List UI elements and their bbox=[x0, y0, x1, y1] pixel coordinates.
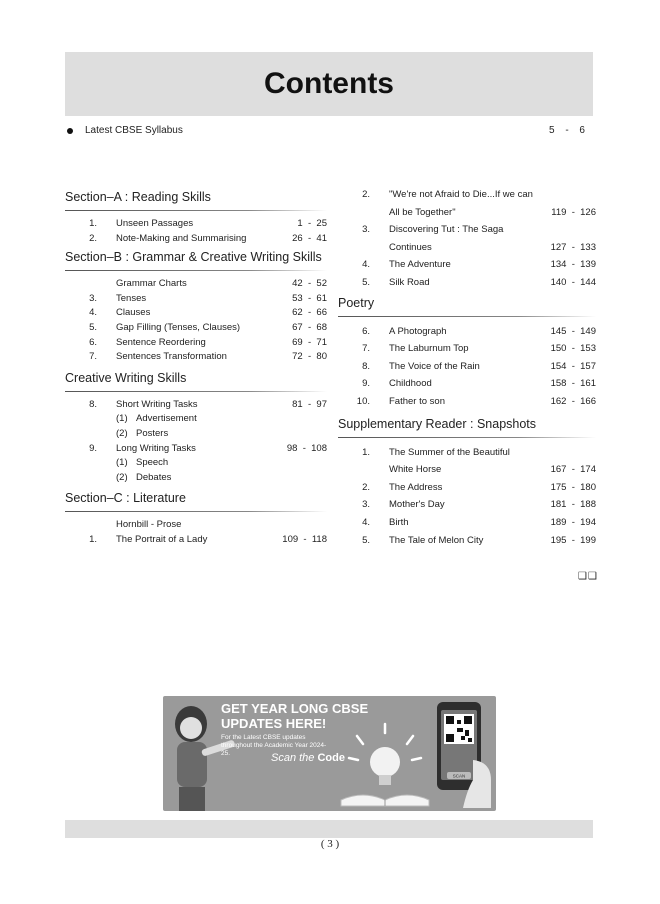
toc-entry[interactable] bbox=[338, 358, 596, 376]
toc-entry-pages: 109 - 118 bbox=[282, 533, 327, 545]
toc-entry[interactable] bbox=[65, 398, 327, 413]
banner-title-line1: GET YEAR LONG CBSE bbox=[221, 701, 369, 716]
toc-entry[interactable] bbox=[65, 292, 327, 307]
supplementary-title: Supplementary Reader : Snapshots bbox=[338, 416, 537, 431]
toc-entry[interactable] bbox=[338, 204, 596, 222]
toc-entry-pages: 127 - 133 bbox=[550, 241, 596, 253]
toc-entry-title: Childhood bbox=[389, 378, 432, 390]
toc-entry-pages: 189 - 194 bbox=[550, 516, 596, 528]
toc-entry-number: 4. bbox=[362, 259, 370, 271]
toc-entry-pages: 162 - 166 bbox=[550, 395, 596, 407]
toc-entry-title: Unseen Passages bbox=[116, 218, 194, 229]
divider bbox=[338, 437, 596, 438]
toc-entry[interactable] bbox=[338, 221, 596, 239]
toc-entry-number: 8. bbox=[89, 398, 97, 410]
toc-entry[interactable] bbox=[338, 323, 596, 341]
toc-entry-pages: 195 - 199 bbox=[550, 534, 596, 546]
prose-list bbox=[338, 186, 596, 292]
toc-entry-title: Short Writing Tasks bbox=[116, 398, 198, 410]
contents-header bbox=[65, 52, 593, 116]
toc-entry-title bbox=[116, 412, 327, 427]
toc-entry-title: A Photograph bbox=[389, 325, 447, 337]
toc-entry-number: 7. bbox=[362, 343, 370, 355]
toc-entry[interactable] bbox=[65, 427, 327, 442]
toc-entry-number: 3. bbox=[362, 499, 370, 511]
toc-entry-pages: 98 - 108 bbox=[286, 442, 327, 454]
toc-entry-title: White Horse bbox=[389, 464, 442, 476]
toc-entry[interactable] bbox=[338, 532, 596, 550]
footer-bar bbox=[65, 820, 593, 838]
toc-entry-number: 6. bbox=[362, 325, 370, 337]
supplementary-list bbox=[338, 444, 596, 550]
toc-entry-title: Long Writing Tasks bbox=[116, 442, 196, 454]
toc-entry-title: Gap Filling (Tenses, Clauses) bbox=[116, 321, 241, 333]
toc-entry-pages: 67 - 68 bbox=[292, 321, 327, 333]
poetry-title: Poetry bbox=[338, 295, 375, 310]
syllabus-pages: 5 - 6 bbox=[548, 125, 585, 136]
toc-entry[interactable] bbox=[65, 217, 327, 232]
toc-entry-pages: 1 - 25 bbox=[297, 218, 327, 229]
section-b-title: Section–B : Grammar & Creative Writing Skills bbox=[65, 250, 322, 265]
toc-entry-number: 9. bbox=[89, 442, 97, 454]
toc-entry[interactable] bbox=[338, 393, 596, 411]
poetry-list bbox=[338, 323, 596, 411]
toc-entry[interactable] bbox=[338, 274, 596, 292]
toc-entry-title: Sentences Transformation bbox=[116, 351, 227, 363]
banner-title-line2: UPDATES HERE! bbox=[221, 716, 327, 731]
section-b-list bbox=[65, 277, 327, 365]
toc-sub-title: Posters bbox=[136, 427, 169, 439]
toc-entry-title: Silk Road bbox=[389, 276, 430, 288]
toc-entry[interactable] bbox=[338, 375, 596, 393]
toc-entry-pages: 26 - 41 bbox=[292, 232, 327, 244]
toc-entry-pages: 72 - 80 bbox=[292, 351, 327, 363]
toc-entry-number: 10. bbox=[356, 395, 370, 407]
toc-sub-title: Advertisement bbox=[136, 413, 197, 425]
divider bbox=[65, 511, 327, 512]
section-c-title: Section–C : Literature bbox=[65, 491, 186, 506]
toc-entry-number: 1. bbox=[89, 533, 97, 545]
phone-qr-icon bbox=[433, 700, 493, 808]
page-number: ( 3 ) bbox=[320, 838, 340, 850]
toc-entry-pages: 175 - 180 bbox=[550, 481, 596, 493]
toc-sub-number: (2) bbox=[116, 427, 128, 439]
toc-entry[interactable] bbox=[338, 514, 596, 532]
toc-entry[interactable] bbox=[338, 239, 596, 257]
scan-text: Scan the bbox=[271, 752, 315, 764]
left-column bbox=[65, 186, 327, 548]
toc-entry-title: The Laburnum Top bbox=[389, 343, 469, 355]
toc-entry-number: 3. bbox=[362, 224, 370, 236]
toc-entry-title: All be Together" bbox=[389, 206, 456, 218]
right-column bbox=[338, 186, 596, 549]
bullet-icon bbox=[67, 128, 73, 134]
toc-entry-title: Hornbill - Prose bbox=[116, 519, 182, 531]
section-a-list bbox=[65, 217, 327, 246]
toc-entry-number: 1. bbox=[89, 218, 97, 229]
toc-entry-number: 5. bbox=[89, 321, 97, 333]
toc-entry-title: The Tale of Melon City bbox=[389, 534, 484, 546]
page-title: Contents bbox=[264, 67, 394, 100]
toc-entry-title: Birth bbox=[389, 516, 409, 528]
toc-entry-number: 5. bbox=[362, 534, 370, 546]
banner-text: For the Latest CBSE updates throughout the Academic Year 2024-25. bbox=[221, 734, 327, 757]
toc-entry-title bbox=[116, 427, 327, 442]
toc-entry[interactable] bbox=[65, 471, 327, 486]
toc-entry-number: 7. bbox=[89, 351, 97, 363]
toc-entry-pages: 140 - 144 bbox=[550, 276, 596, 288]
code-text: Code bbox=[317, 752, 345, 764]
toc-entry-title: Tenses bbox=[116, 292, 147, 304]
section-c-list bbox=[65, 518, 327, 547]
toc-entry-pages: 81 - 97 bbox=[292, 398, 327, 410]
toc-entry[interactable] bbox=[65, 412, 327, 427]
toc-entry-title: Clauses bbox=[116, 307, 151, 319]
toc-entry-title: Note-Making and Summarising bbox=[116, 232, 247, 244]
toc-entry-number: 5. bbox=[362, 276, 370, 288]
toc-sub-title: Speech bbox=[136, 457, 169, 469]
end-mark: ❑❑ bbox=[578, 571, 598, 582]
toc-entry-pages: 62 - 66 bbox=[292, 307, 327, 319]
toc-entry-title bbox=[116, 456, 327, 471]
toc-entry[interactable] bbox=[65, 442, 327, 457]
toc-entry-pages: 145 - 149 bbox=[550, 325, 596, 337]
toc-entry[interactable] bbox=[65, 350, 327, 365]
toc-entry[interactable] bbox=[338, 256, 596, 274]
toc-entry-number: 9. bbox=[362, 378, 370, 390]
syllabus-label: Latest CBSE Syllabus bbox=[85, 125, 183, 136]
syllabus-entry[interactable] bbox=[65, 125, 585, 141]
toc-entry-title: The Address bbox=[389, 481, 443, 493]
divider bbox=[65, 270, 327, 271]
toc-entry-pages: 134 - 139 bbox=[550, 259, 596, 271]
toc-sub-number: (1) bbox=[116, 457, 128, 469]
toc-entry-pages: 53 - 61 bbox=[292, 292, 327, 304]
toc-entry-pages: 154 - 157 bbox=[550, 360, 596, 372]
divider bbox=[338, 316, 596, 317]
toc-entry-number: 3. bbox=[89, 292, 97, 304]
toc-sub-number: (2) bbox=[116, 471, 128, 483]
toc-entry-pages: 69 - 71 bbox=[292, 336, 327, 348]
toc-entry-number: 2. bbox=[362, 189, 370, 200]
toc-entry-number: 6. bbox=[89, 336, 97, 348]
toc-entry[interactable] bbox=[65, 321, 327, 336]
toc-entry-pages: 167 - 174 bbox=[550, 464, 596, 476]
cbse-updates-banner[interactable] bbox=[163, 696, 496, 811]
toc-entry-title: Father to son bbox=[389, 395, 445, 407]
toc-entry[interactable] bbox=[65, 336, 327, 351]
toc-entry-title bbox=[116, 471, 327, 486]
toc-entry-number: 1. bbox=[362, 446, 370, 458]
toc-entry-title: Discovering Tut : The Saga bbox=[389, 224, 504, 236]
toc-entry-title: The Adventure bbox=[389, 259, 451, 271]
toc-entry[interactable] bbox=[338, 340, 596, 358]
toc-entry[interactable] bbox=[338, 444, 596, 462]
toc-entry-pages: 158 - 161 bbox=[550, 378, 596, 390]
toc-entry-number: 2. bbox=[362, 481, 370, 493]
toc-entry-title: Sentence Reordering bbox=[116, 336, 206, 348]
toc-entry-pages: 42 - 52 bbox=[292, 278, 327, 290]
creative-writing-title: Creative Writing Skills bbox=[65, 370, 187, 385]
toc-sub-title: Debates bbox=[136, 471, 172, 483]
toc-entry[interactable] bbox=[338, 461, 596, 479]
toc-entry[interactable] bbox=[65, 306, 327, 321]
toc-entry-title: Mother's Day bbox=[389, 499, 445, 511]
toc-entry-title: The Voice of the Rain bbox=[389, 360, 480, 372]
toc-entry[interactable] bbox=[65, 232, 327, 247]
toc-entry-title: The Summer of the Beautiful bbox=[389, 446, 510, 458]
section-a-title: Section–A : Reading Skills bbox=[65, 190, 211, 204]
toc-entry-pages: 150 - 153 bbox=[550, 343, 596, 355]
toc-entry-number: 2. bbox=[89, 232, 97, 244]
toc-entry[interactable] bbox=[65, 277, 327, 292]
toc-entry[interactable] bbox=[65, 533, 327, 548]
toc-entry-number: 4. bbox=[89, 307, 97, 319]
toc-entry-title: "We're not Afraid to Die...If we can bbox=[389, 189, 533, 200]
toc-entry-number: 4. bbox=[362, 516, 370, 528]
toc-entry-title: Continues bbox=[389, 241, 432, 253]
toc-entry[interactable] bbox=[338, 479, 596, 497]
lightbulb-book-icon bbox=[333, 718, 433, 808]
toc-entry[interactable] bbox=[338, 496, 596, 514]
toc-entry-number: 8. bbox=[362, 360, 370, 372]
toc-entry-pages: 119 - 126 bbox=[551, 206, 596, 218]
toc-entry-title: The Portrait of a Lady bbox=[116, 533, 208, 545]
toc-sub-number: (1) bbox=[116, 413, 128, 425]
creative-writing-list bbox=[65, 398, 327, 486]
toc-entry[interactable] bbox=[65, 456, 327, 471]
divider bbox=[65, 210, 327, 211]
toc-entry[interactable] bbox=[338, 186, 596, 204]
toc-entry-title: Grammar Charts bbox=[116, 278, 187, 290]
toc-entry[interactable] bbox=[65, 518, 327, 533]
divider bbox=[65, 391, 327, 392]
toc-entry-pages: 181 - 188 bbox=[550, 499, 596, 511]
phone-scan-label: SCAN bbox=[452, 773, 466, 779]
